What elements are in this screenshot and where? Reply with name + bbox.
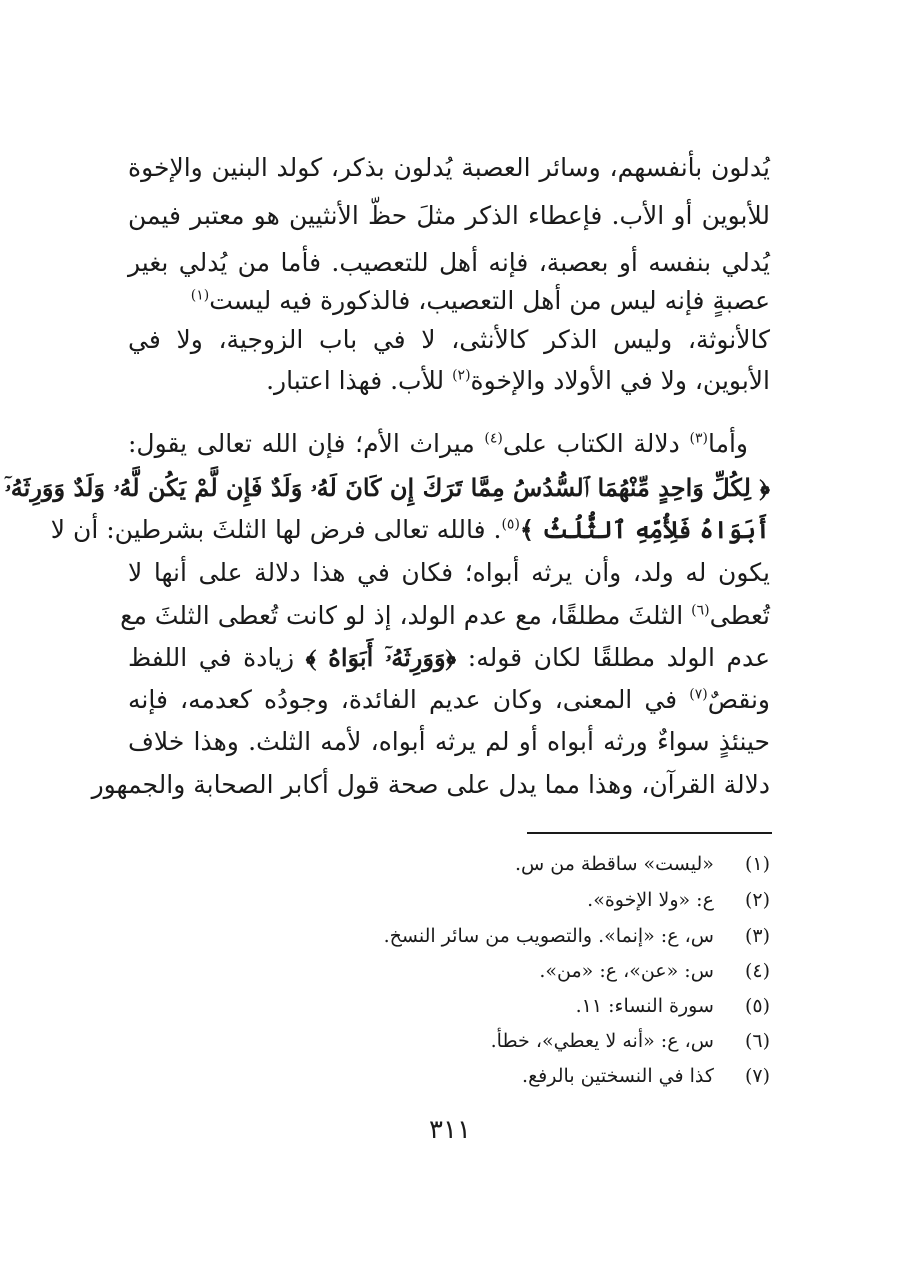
body-line <box>50 510 770 550</box>
footnote <box>170 920 770 952</box>
page-number: ٣١١ <box>429 1115 471 1145</box>
footnote-ref: (٦) <box>691 602 710 619</box>
body-text: ميراث الأم؛ فإن الله تعالى يقول: <box>128 429 485 458</box>
footnote-text: س، ع: «إنما». والتصويب من سائر النسخ. <box>383 925 714 947</box>
body-line: حينئذٍ سواءٌ ورثه أبواه أو لم يرثه أبواه، لأمه الثلث. وهذا خلاف <box>128 727 770 756</box>
body-line: للأبوين أو الأب. فإعطاء الذكر مثلَ حظّ الأنثيين هو معتبر فيمن <box>128 201 770 230</box>
body-line <box>128 680 770 720</box>
footnote-number: (٦) <box>744 1030 770 1052</box>
footnote-text: ع: «ولا الإخوة». <box>587 889 714 911</box>
body-text: تُعطى <box>709 601 770 630</box>
footnote-ref: (٧) <box>689 686 708 703</box>
footnote-separator <box>527 832 772 834</box>
footnote-ref: (١) <box>190 287 210 304</box>
body-line <box>128 638 770 678</box>
body-line: يكون له ولد، وأن يرثه أبواه؛ فكان في هذا دلالة على أنها لا <box>128 558 770 587</box>
body-text: الأبوين، ولا في الأولاد والإخوة <box>470 366 770 395</box>
footnote <box>170 955 770 987</box>
body-text: للأب. فهذا اعتبار. <box>266 366 453 395</box>
footnote-number: (٥) <box>744 995 770 1017</box>
footnote <box>170 1060 770 1092</box>
footnote <box>170 848 770 880</box>
footnote-number: (١) <box>744 853 770 875</box>
body-text: عدم الولد مطلقًا لكان قوله: <box>456 643 771 672</box>
body-line <box>128 361 770 401</box>
body-line <box>128 424 770 464</box>
body-line: يُدلي بنفسه أو بعصبة، فإنه أهل للتعصيب. فأما من يُدلي بغير <box>128 248 770 277</box>
footnote-number: (٧) <box>744 1065 770 1087</box>
footnote-text: سورة النساء: ١١. <box>575 995 714 1017</box>
body-text: الثلثَ مطلقًا، مع عدم الولد، إذ لو كانت تُعطى الثلثَ مع <box>120 601 692 630</box>
footnote-ref: (٢) <box>452 367 471 384</box>
body-line: يُدلون بأنفسهم، وسائر العصبة يُدلون بذكر، كولد البنين والإخوة <box>128 153 770 182</box>
quran-verse: أَبَوَاهُ فَلِأُمِّهِ ٱلثُّلُثُ ﴾ <box>519 515 770 544</box>
footnote-ref: (٣) <box>689 430 708 447</box>
footnote-number: (٣) <box>744 925 770 947</box>
body-text: وأما <box>707 429 748 458</box>
footnote-text: س، ع: «أنه لا يعطي»، خطأ. <box>490 1030 714 1052</box>
quran-verse: ﴿وَوَرِثَهُۥٓ أَبَوَاهُ ﴾ <box>305 643 457 672</box>
footnote-text: س: «عن»، ع: «من». <box>539 960 714 982</box>
body-text: في المعنى، وكان عديم الفائدة، وجودُه كعدمه، فإنه <box>128 685 690 714</box>
footnote-ref: (٤) <box>484 430 503 447</box>
body-line <box>128 281 770 321</box>
footnote-number: (٢) <box>744 889 770 911</box>
body-line: كالأنوثة، وليس الذكر كالأنثى، لا في باب الزوجية، ولا في <box>128 325 770 354</box>
body-text: عصبةٍ فإنه ليس من أهل التعصيب، فالذكورة فيه ليست <box>209 286 770 315</box>
footnote-ref: (٥) <box>501 516 520 533</box>
quran-verse-line: ﴿ لِكُلِّ وَاحِدٍ مِّنْهُمَا ٱلسُّدُسُ مِمَّا تَرَكَ إِن كَانَ لَهُۥ وَلَدٌ فَإِن لَّمْ يَكُن لَّهُۥ وَلَدٌ وَوَرِثَهُۥٓ <box>4 473 770 502</box>
footnote-text: كذا في النسختين بالرفع. <box>522 1065 714 1087</box>
footnote-number: (٤) <box>744 960 770 982</box>
footnote-text: «ليست» ساقطة من س. <box>514 853 714 875</box>
body-text: ونقصٌ <box>707 685 770 714</box>
footnote <box>170 1025 770 1057</box>
body-text: دلالة الكتاب على <box>502 429 690 458</box>
body-line <box>120 596 770 636</box>
footnote <box>170 990 770 1022</box>
footnote <box>170 884 770 916</box>
body-line: دلالة القرآن، وهذا مما يدل على صحة قول أكابر الصحابة والجمهور <box>91 770 770 799</box>
body-text: زيادة في اللفظ <box>128 643 306 672</box>
body-text: . فالله تعالى فرض لها الثلثَ بشرطين: أن لا <box>50 515 502 544</box>
